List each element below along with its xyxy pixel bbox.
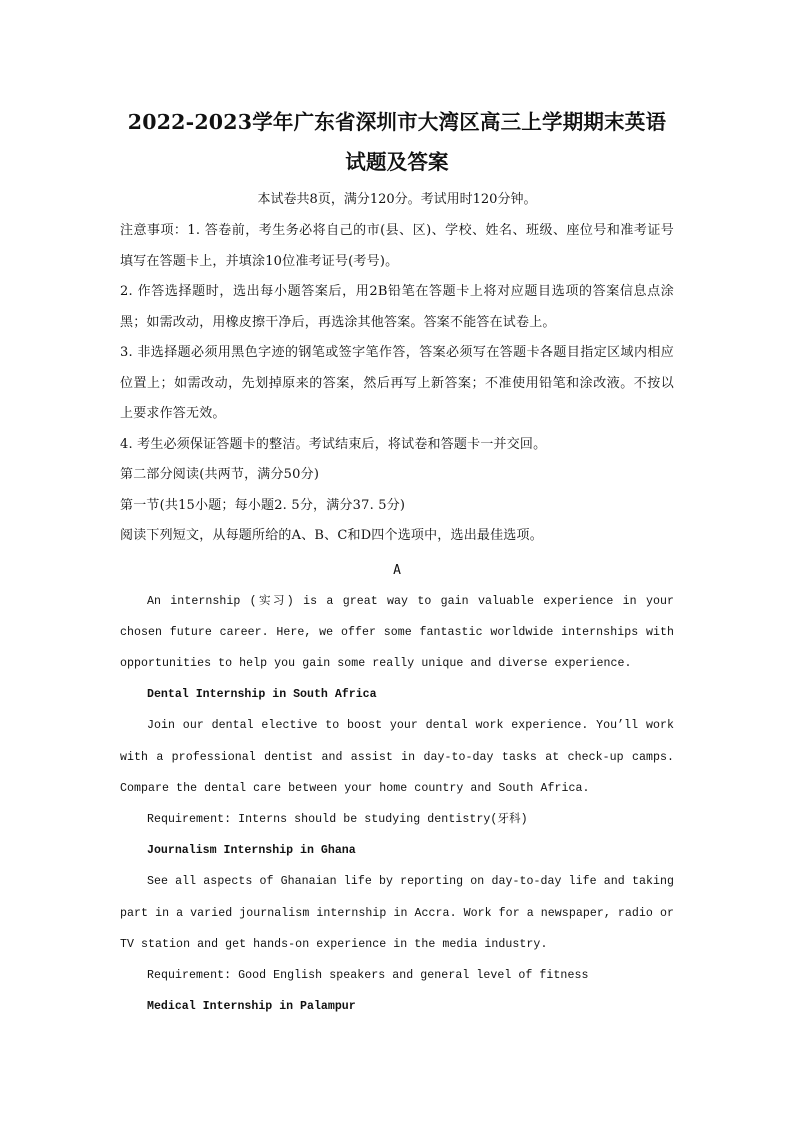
internship-heading-journalism: Journalism Internship in Ghana: [147, 844, 356, 858]
note-4: 4. 考生必须保证答题卡的整洁。考试结束后，将试卷和答题卡一并交回。: [120, 436, 547, 452]
internship-body-journalism: See all aspects of Ghanaian life by reporting on day-to-day life and taking part in a varied journalism internship in Accra. Work for a newspaper, radio or TV station and get hands-on experience in the media industry.: [120, 875, 674, 951]
passage-letter: A: [393, 562, 401, 578]
document-title: 2022-2023学年广东省深圳市大湾区高三上学期期末英语试题及答案: [127, 110, 667, 174]
note-3: 3. 非选择题必须用黑色字迹的钢笔或签字笔作答，答案必须写在答题卡各题目指定区域内相应位置上；如需改动，先划掉原来的答案，然后再写上新答案；不准使用铅笔和涂改液。不按以上要求作答无效。: [120, 345, 674, 421]
note-2: 2. 作答选择题时，选出每小题答案后，用2B铅笔在答题卡上将对应题目选项的答案信息点涂黑；如需改动，用橡皮擦干净后，再选涂其他答案。答案不能答在试卷上。: [120, 284, 674, 330]
internship-requirement-journalism: Requirement: Good English speakers and general level of fitness: [147, 968, 589, 982]
reading-instruction: 阅读下列短文，从每题所给的A、B、C和D四个选项中，选出最佳选项。: [120, 528, 543, 543]
section-heading: 第一节(共15小题；每小题2. 5分，满分37. 5分): [120, 497, 406, 513]
internship-requirement-dental: Requirement: Interns should be studying dentistry(牙科): [147, 812, 528, 826]
internship-body-dental: Join our dental elective to boost your dental work experience. You’ll work with a professional dentist and assist in day-to-day tasks at check-up camps. Compare the dental care between your home country and South Africa.: [120, 719, 674, 795]
internship-heading-dental: Dental Internship in South Africa: [147, 688, 377, 702]
passage-intro: An internship (实习) is a great way to gain valuable experience in your chosen future career. Here, we offer some fantastic worldwide internships with opportunities to help you gain some really unique and diverse experience.: [120, 594, 674, 670]
internship-heading-medical: Medical Internship in Palampur: [147, 1000, 356, 1014]
exam-info: 本试卷共8页，满分120分。考试用时120分钟。: [257, 192, 537, 207]
part-heading: 第二部分阅读(共两节，满分50分): [120, 467, 320, 482]
note-1: 注意事项：1. 答卷前，考生务必将自己的市(县、区)、学校、姓名、班级、座位号和准考证号填写在答题卡上，并填涂10位准考证号(考号)。: [120, 223, 674, 269]
